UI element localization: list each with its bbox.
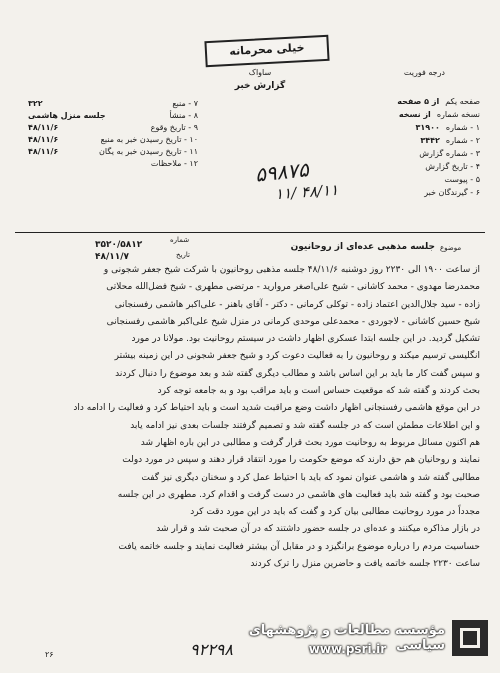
body-line: مطالبی گفته شد و هاشمی عنوان نمود که باید با احتیاط عمل کرد و سخنان دیگری نیز گفت	[141, 472, 480, 483]
meta-left-block	[28, 98, 198, 170]
body-line: تشکیل گردید. در این جلسه ابتدا عسکری اظهار داشت در سیستم روحانیت بود. مولانا در مورد	[131, 334, 480, 345]
institute-logo-icon	[452, 620, 488, 656]
meta-row: ۹ - تاریخ وقوع ۴۸/۱۱/۶	[28, 123, 198, 132]
reference-date: ۴۸/۱۱/۷	[95, 252, 130, 262]
meta-row: ۱۰ - تاریخ رسیدن خبر به منبع ۴۸/۱۱/۶	[28, 135, 198, 144]
meta-row: ۶ - گیرندگان خبر	[424, 188, 480, 197]
reference-number-label: شماره	[170, 236, 190, 244]
report-title: گزارش خبر	[234, 81, 286, 91]
body-line: از ساعت ۱۹۰۰ الی ۲۲۳۰ روز دوشنبه ۴۸/۱۱/۶ جلسه مذهبی روحانیون با شرکت شیخ جعفر شجونی و	[103, 265, 480, 275]
meta-row: ۳ - شماره گزارش	[419, 149, 480, 158]
body-line: نمایند و روحانیان هم حق دارند که موضع حکومت را مورد انتقاد قرار دهند و سپس در مورد دولت	[122, 455, 480, 466]
body-line: مجدداً در مورد روحانیت مطالبی بیان کرد و گفت که باید در این مورد دقت کرد	[190, 507, 480, 518]
watermark-name: مؤسسه مطالعات و پژوهشهای سیاسی	[248, 623, 445, 653]
meta-row: ۲ - شماره ۳۴۴۲	[420, 136, 480, 145]
section-divider	[15, 232, 485, 233]
body-line: انگلیسی ترسیم میکند و روحانیون را به فعالیت دعوت کرد و شیخ جعفر شجونی در این زمینه بیشتر	[114, 351, 480, 362]
meta-row: ۱۱ - تاریخ رسیدن خبر به یگان ۴۸/۱۱/۶	[28, 147, 198, 156]
subject-text: جلسه مذهبی عده‌ای از روحانیون	[290, 242, 435, 252]
body-line: در این موقع هاشمی رفسنجانی اظهار داشت وضع مراقبت شدید است و باید احتیاط کرد و فعالیت را ادامه داد	[73, 403, 480, 414]
meta-row: صفحه یکم از ۵ صفحه	[397, 97, 480, 106]
classification-stamp: خیلی محرمانه	[204, 35, 329, 67]
meta-row: نسخه شماره از نسخه	[398, 110, 480, 119]
meta-row: ۱ - شماره ۳۱۹۰۰	[415, 123, 480, 132]
body-line: هم اکنون مسائل مربوط به روحانیت مورد بحث قرار گرفت و مطالبی در این باره اظهار شد	[140, 437, 480, 448]
meta-row: ۵ - پیوست	[444, 175, 480, 184]
meta-row: ۴ - تاریخ گزارش	[425, 162, 480, 171]
body-line: محمدرضا مهدوی - محمد کاشانی - شیخ علی‌اصغر مروارید - مرتضی مطهری - شیخ فضل‌الله محلاتی	[106, 282, 480, 293]
body-line: زاده - سید جلال‌الدین اعتماد زاده - توکلی کرمانی - دکتر - آقای باهنر - علی‌اکبر هاشمی رفسنجانی	[114, 299, 480, 310]
handwritten-date: ۱۱/ ۴۸/۱۱	[274, 180, 339, 204]
body-line: صحبت بود و گفته شد باید فعالیت های هاشمی در دست گرفت و اقدام کرد. مطهری در این جلسه	[117, 489, 480, 500]
reference-number: ۳۵۲۰/۵۸۱۲	[95, 240, 143, 250]
body-line: در بازار مذاکره میکنند و عده‌ای در جلسه حضور داشتند که در آن صحبت شد و قرار شد	[156, 524, 480, 535]
urgency-label: درجه فوریت	[403, 68, 445, 77]
body-line: شیخ حسین کاشانی - لاجوردی - محمدعلی موحدی کرمانی در منزل شیخ علی‌اکبر هاشمی رفسنجانی	[106, 316, 480, 327]
watermark-url[interactable]: www.psri.ir	[308, 642, 387, 656]
handwritten-number: ۵۹۸۷۵	[253, 157, 310, 187]
body-line: حساسیت مردم را درباره موضوع برانگیزد و در مقابل آن بیشتر فعالیت نمایند و جلسه خاتمه یافت	[118, 541, 480, 552]
body-line: و این اطلاعات مطمئن است که در جلسه گفته شد و تصمیم گرفتند جلسات بعدی نیز ادامه یابد	[130, 420, 480, 431]
handwritten-footer-number: ۹۲۲۹۸	[190, 640, 233, 659]
body-line: ساعت ۲۲۳۰ جلسه خاتمه یافت و حاضرین منزل را ترک کردند	[250, 559, 480, 570]
meta-row: ۸ - منشأ جلسه منزل هاشمی	[28, 111, 198, 120]
reference-date-label: تاریخ	[176, 251, 190, 259]
report-body	[22, 262, 480, 573]
meta-row: ۷ - منبع ۳۲۲	[28, 99, 198, 108]
body-line: بحث کردند و گفته شد که موقعیت حساس است و باید مراقب بود و به جامعه توجه کرد	[157, 386, 480, 397]
meta-row: ۱۲ - ملاحظات	[150, 159, 198, 168]
body-line: و سپس گفت کار ما باید بر این اساس باشد و مطالب دیگری گفته شد و بعد موضوع را دنبال کردند	[115, 368, 480, 379]
unit-name: ساواک	[248, 68, 272, 77]
subject-label: موضوع	[440, 244, 462, 252]
page-number: ۲۶	[45, 650, 54, 659]
